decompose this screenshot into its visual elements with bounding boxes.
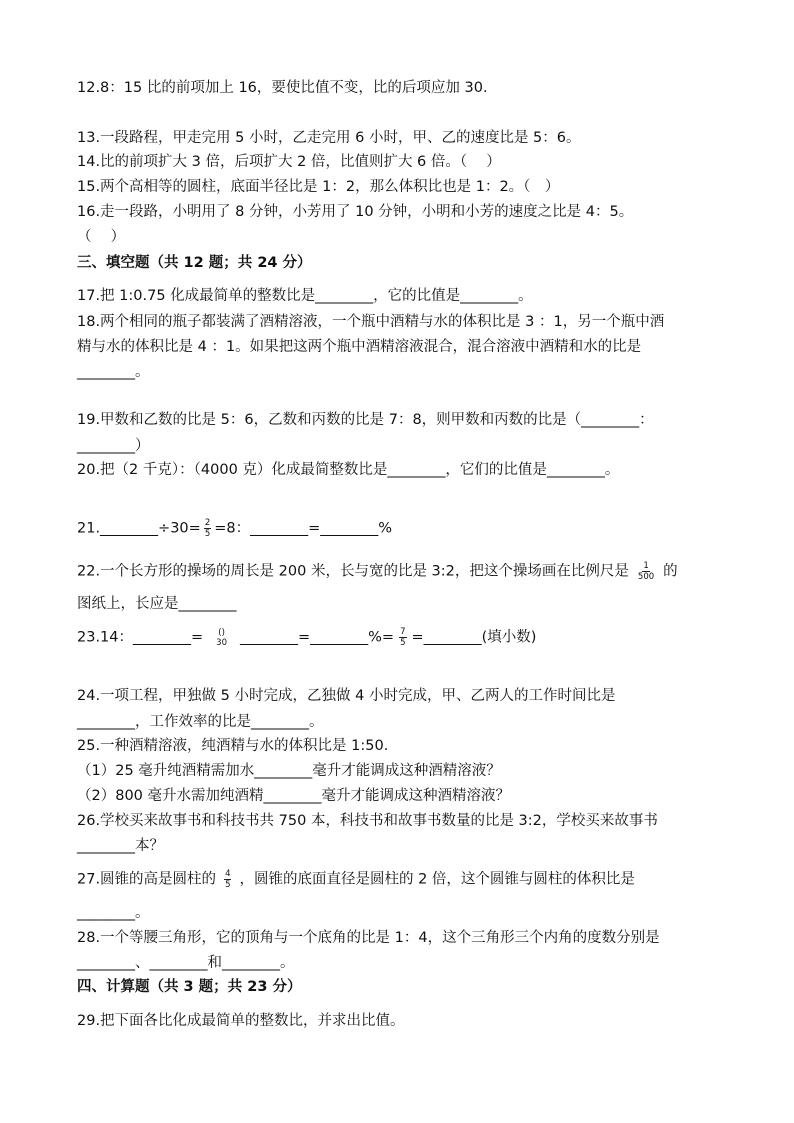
question-27-line-2: ________。 [77, 905, 150, 921]
question-20: 20.把（2 千克）：（4000 克）化成最简整数比是________，它们的比值是________。 [77, 462, 620, 478]
question-27-part-1: 27.圆锥的高是圆柱的 [77, 871, 217, 888]
question-13: 13.一段路程，甲走完用 5 小时，乙走完用 6 小时，甲、乙的速度比是 5：6。 [77, 130, 581, 146]
question-23-part-1: 23.14：________= [77, 629, 204, 646]
question-27-line-1 [77, 869, 635, 890]
question-22-suffix: 的 [663, 563, 678, 580]
fraction-denominator: 30 [216, 637, 227, 648]
question-28-line-2: ________、________和________。 [77, 955, 295, 971]
fraction-numerator: 2 [204, 518, 211, 528]
question-24-line-2: ________，工作效率的比是________。 [77, 714, 324, 730]
question-23 [77, 627, 536, 648]
question-15: 15.两个高相等的圆柱，底面半径比是 1：2，那么体积比也是 1：2。（ ） [77, 179, 560, 195]
question-25: 25.一种酒精溶液，纯酒精与水的体积比是 1:50. [77, 738, 389, 754]
question-22-line-1 [77, 561, 678, 582]
question-25-part-1: （1）25 毫升纯酒精需加水________毫升才能调成这种酒精溶液？ [77, 763, 501, 779]
fraction-numerator: () [218, 627, 225, 638]
question-18-line-1: 18.两个相同的瓶子都装满了酒精溶液，一个瓶中酒精与水的体积比是 3 ：1，另一个瓶中酒 [77, 314, 665, 330]
question-26-line-2: ________本？ [77, 838, 164, 854]
fraction-7-5 [399, 627, 406, 648]
question-16-answer-paren: （ ） [77, 229, 126, 245]
fraction-2-5 [204, 518, 211, 539]
question-21 [77, 518, 392, 539]
question-22-text: 22.一个长方形的操场的周长是 200 米，长与宽的比是 3:2，把这个操场画在比例尺是 [77, 563, 629, 580]
question-21-part-2: =8：________=________% [214, 520, 393, 537]
section-fill-in-heading: 三、填空题（共 12 题；共 24 分） [77, 255, 312, 271]
fraction-denominator: 5 [204, 529, 211, 539]
fraction-denominator: 5 [400, 638, 406, 648]
question-22-line-2: 图纸上，长应是________ [77, 596, 237, 612]
question-26-line-1: 26.学校买来故事书和科技书共 750 本，科技书和故事书数量的比是 3:2，学校买来故事书 [77, 813, 658, 829]
question-18-line-3: ________。 [77, 364, 150, 380]
question-14: 14.比的前项扩大 3 倍，后项扩大 2 倍，比值则扩大 6 倍。（ ） [77, 154, 501, 170]
question-17: 17.把 1:0.75 化成最简单的整数比是________，它的比值是________。 [77, 288, 533, 304]
question-29: 29.把下面各比化成最简单的整数比，并求出比值。 [77, 1013, 405, 1029]
fraction-numerator: 7 [400, 627, 406, 637]
fraction-numerator: 1 [643, 561, 649, 571]
question-12: 12.8：15 比的前项加上 16，要使比值不变，比的后项应加 30. [77, 80, 488, 96]
question-19-line-2: ________） [77, 438, 150, 454]
section-calculation-heading: 四、计算题（共 3 题；共 23 分） [77, 979, 302, 995]
question-21-part-1: 21.________÷30= [77, 520, 201, 537]
fraction-blank-30 [215, 628, 228, 648]
question-16: 16.走一段路，小明用了 8 分钟，小芳用了 10 分钟，小明和小芳的速度之比是 4：5。 [77, 204, 634, 220]
question-23-part-2: ________=________%= [240, 629, 395, 646]
question-28-line-1: 28.一个等腰三角形，它的顶角与一个底角的比是 1：4，这个三角形三个内角的度数分别是 [77, 930, 660, 946]
question-19-line-1: 19.甲数和乙数的比是 5：6，乙数和丙数的比是 7：8，则甲数和丙数的比是（________： [77, 412, 654, 428]
fraction-scale [637, 561, 655, 582]
fraction-denominator: 5 [225, 880, 231, 890]
question-18-line-2: 精与水的体积比是 4 ：1。如果把这两个瓶中酒精溶液混合，混合溶液中酒精和水的比是 [77, 339, 642, 355]
question-23-part-3: =________(填小数) [411, 629, 537, 646]
question-27-part-2: ，圆锥的底面直径是圆柱的 2 倍，这个圆锥与圆柱的体积比是 [239, 871, 635, 888]
fraction-4-5 [224, 869, 231, 890]
question-25-part-2: （2）800 毫升水需加纯酒精________毫升才能调成这种酒精溶液？ [77, 788, 511, 804]
question-24-line-1: 24.一项工程，甲独做 5 小时完成，乙独做 4 小时完成，甲、乙两人的工作时间比是 [77, 688, 616, 704]
fraction-denominator: 500 [637, 572, 655, 582]
fraction-numerator: 4 [225, 869, 231, 879]
